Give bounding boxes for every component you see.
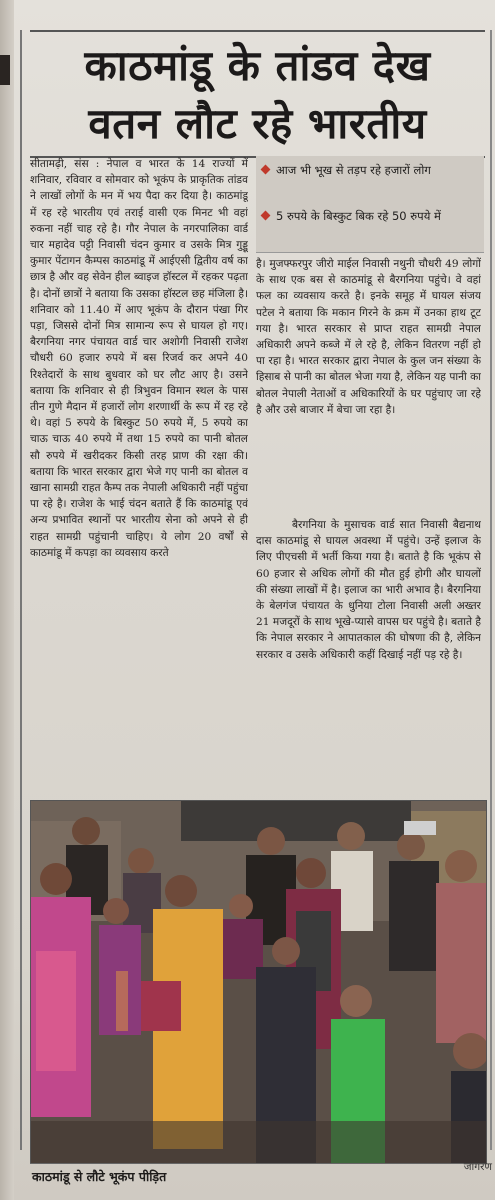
diamond-bullet-icon — [261, 165, 271, 175]
page-edge — [0, 0, 14, 1200]
photo-illustration — [31, 801, 486, 1163]
adjacent-column-mark — [0, 55, 10, 85]
headline-line-1: काठमांडू के तांडव देख — [84, 41, 431, 90]
highlight-item — [262, 162, 462, 178]
headline-line-2: वतन लौट रहे भारतीय — [88, 99, 427, 148]
diamond-bullet-icon — [261, 211, 271, 221]
highlight-text: 5 रुपये के बिस्कुट बिक रहे 50 रुपये में — [276, 209, 441, 223]
bottom-rule — [30, 1163, 485, 1164]
column-rule-right — [490, 30, 492, 1150]
newspaper-brand: जागरण — [463, 1161, 492, 1173]
article-left-column: सीतामढ़ी, संस : नेपाल व भारत के 14 राज्यों में शनिवार, रविवार व सोमवार को भूकंप के प्राकृतिक तांडव ने लाखों लोगों के मन में भय पैदा कर दिया है। काठमांडू में रह रहे भारतीय एवं तराई वासी एक मिनट भी वहां रुकना नहीं चाह रहे है। गौर नेपाल के नगरपालिका वार्ड चार महादेव पट्टी निवासी चंदन कुमार व उसके मित्र गुड्डू कुमार पेंटागन कैम्पस काठमांडू में आईएसी द्वितीय वर्ष का छात्र है और वह सेवेन हील ब्वाइज हॉस्टल में रहकर पढ़ता है। दोनों छात्रों ने बताया कि उसका हॉस्टल छह मंजिला है। शनिवार को 11.40 में आए भूकंप के दौरान पंखा गिर पड़ा, जिससे दोनों मित्र सामान्य रूप से घायल हो गए। बैरगनिया नगर पंचायत वार्ड चार अशोगी निवासी राजेश चौधरी 60 हजार रुपये में बस रिजर्व कर अपने 40 रिश्तेदारों के साथ बुधवार को घर लौट आए है। उसने बताया कि शनिवार से ही त्रिभुवन विमान स्थल के पास तीन गुणे मैदान में हजारों लोग शरणार्थी के रूप में रह रहे थे। वहां 5 रुपये के बिस्कुट 50 रुपये में, 5 रुपये का चाऊ चाऊ 40 रुपये में तथा 15 रुपये का पानी बोतल सौ रुपये में खरीदकर किसी तरह प्राण की रक्षा की। बताया कि भारत सरकार द्वारा भेजे गए पानी का बोतल व खाना सामग्री राहत कैम्प तक नेपाली अधिकारी नहीं पहुंचा पा रहे है। राजेश के भाई चंदन बताते हैं कि काठमांडू एवं अन्य प्रभावित स्थानों पर भारतीय सेना को अपने से ही राहत सामग्री पहुंचानी चाहिए। ये लोग 20 वर्षों से काठमांडू में कपड़ा का व्यवसाय करते — [30, 158, 248, 559]
article-right-column-1: है। मुजफ्फरपुर जीरो माईल निवासी नथुनी चौधरी 49 लोगों के साथ एक बस से काठमांडू से बैरगनिया पहुंचे। वे वहां फल का व्यवसाय करते है। इनके समूह में घायल संजय पटेल ने बताया कि मकान गिरने के क्रम में उनका हाथ टूट गया है। भारत सरकार से प्राप्त राहत सामग्री नेपाल अधिकारी अपने कब्जे में ले रहे है, लेकिन वितरण नहीं हो पा रहा है। भारत सरकार द्वारा नेपाल के कुल जन संख्या के हिसाब से पानी का बोतल भेजा गया है, लेकिन यह पानी का बोतल नेपाली नेताओं व अधिकारियों के घर पहुंचाए जा रहे है और उसे बाजार में बेचा जा रहा है। — [256, 258, 481, 416]
article-right-column-2: बैरगनिया के मुसाचक वार्ड सात निवासी बैद्यनाथ दास काठमांडू से घायल अवस्था में पहुंचे। उन्हें इलाज के लिए पीएचसी में भर्ती किया गया है। बताते है कि भूकंप से 60 हजार से अधिक लोगों की मौत हुई होगी और घायलों की संख्या लाखों में है। इलाज का भारी अभाव है। बैरगनिया के बेलगंज पंचायत के धुनिया टोला निवासी अली अख्तर 21 मजदूरों के साथ भूखे-प्यासे वापस घर पहुंचे है। बताते है कि नेपाल सरकार ने आपातकाल की घोषणा की है, लेकिन सरकार व उसके अधिकारी कहीं दिखाई नहीं पड़ रहे है। — [256, 519, 481, 661]
news-photo — [30, 800, 487, 1164]
highlights-box — [256, 156, 484, 253]
highlight-text: आज भी भूख से तड़प रहे हजारों लोग — [276, 163, 431, 177]
photo-caption: काठमांडू से लौटे भूकंप पीड़ित — [32, 1169, 167, 1184]
column-rule-left — [20, 30, 22, 1150]
highlight-item — [262, 208, 462, 224]
headline — [30, 30, 485, 158]
